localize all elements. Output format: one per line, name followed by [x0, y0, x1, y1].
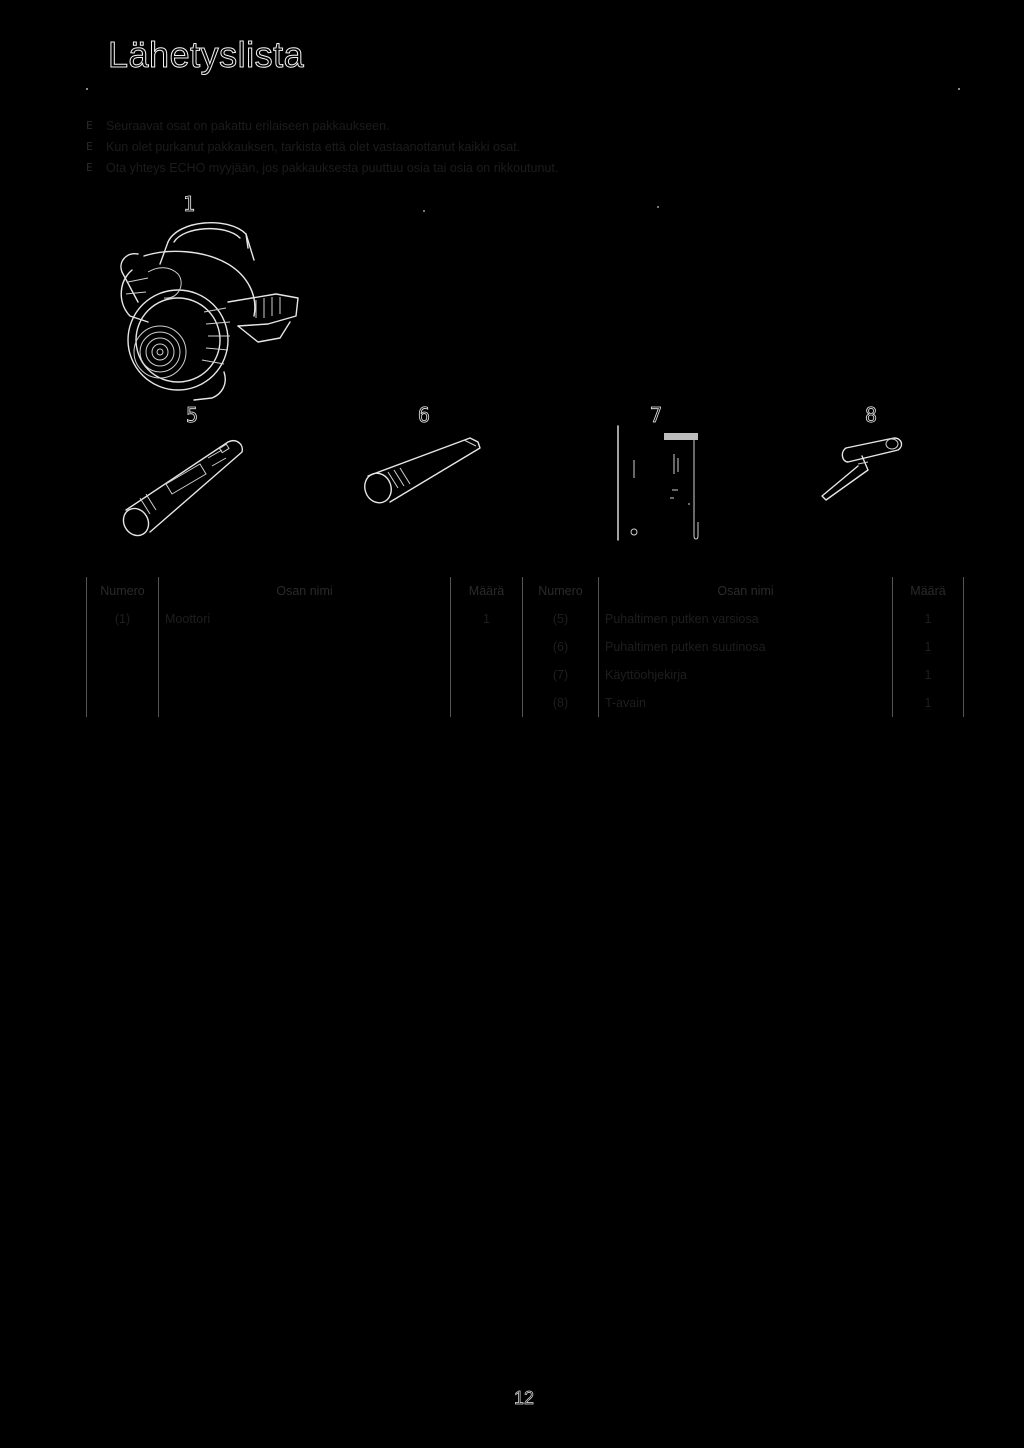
page-title: Lähetyslista — [108, 34, 305, 75]
page-number: 12 — [513, 1388, 535, 1408]
table-cell — [87, 661, 159, 689]
table-cell: (5) — [523, 605, 599, 633]
part-label-8: 8 — [865, 403, 878, 427]
table-cell: Puhaltimen putken suutinosa — [599, 633, 893, 661]
table-cell — [451, 633, 523, 661]
blower-nozzle-illustration — [360, 430, 484, 510]
table-cell: (7) — [523, 661, 599, 689]
table-cell — [87, 689, 159, 717]
part-label-6: 6 — [418, 403, 431, 427]
bullet-icon: E — [86, 140, 93, 153]
instruction-text: Seuraavat osat on pakattu erilaiseen pakkaukseen. — [106, 118, 390, 133]
table-row — [87, 605, 964, 633]
stray-mark — [423, 210, 425, 212]
blower-pipe-body-illustration — [116, 436, 256, 538]
table-cell — [451, 689, 523, 717]
table-row — [87, 633, 964, 661]
column-header: Osan nimi — [599, 577, 893, 605]
bullet-icon: E — [86, 119, 93, 132]
column-header: Numero — [87, 577, 159, 605]
t-wrench-illustration — [818, 434, 908, 504]
column-header: Osan nimi — [159, 577, 451, 605]
bullet-icon: E — [86, 161, 93, 174]
instruction-text: Ota yhteys ECHO myyjään, jos pakkauksesta puuttuu osia tai osia on rikkoutunut. — [106, 160, 559, 175]
instruction-item — [86, 157, 966, 178]
stray-mark — [657, 206, 659, 208]
parts-table — [86, 577, 964, 717]
table-header-row — [87, 577, 964, 605]
table-cell: (1) — [87, 605, 159, 633]
table-row — [87, 689, 964, 717]
table-cell: Käyttöohjekirja — [599, 661, 893, 689]
table-cell: Puhaltimen putken varsiosa — [599, 605, 893, 633]
table-cell — [87, 633, 159, 661]
table-cell — [159, 661, 451, 689]
table-row — [87, 661, 964, 689]
table-cell — [159, 689, 451, 717]
owners-manual-illustration — [612, 424, 706, 542]
column-header: Määrä — [451, 577, 523, 605]
table-cell: 1 — [893, 633, 964, 661]
engine-unit-illustration — [108, 212, 304, 402]
table-cell: 1 — [893, 689, 964, 717]
table-cell: Moottori — [159, 605, 451, 633]
table-cell: (6) — [523, 633, 599, 661]
manual-brand-logo — [664, 433, 698, 440]
title-divider — [86, 88, 960, 89]
instruction-item — [86, 115, 966, 136]
column-header: Numero — [523, 577, 599, 605]
table-cell: 1 — [451, 605, 523, 633]
table-cell — [159, 633, 451, 661]
instruction-text: Kun olet purkanut pakkauksen, tarkista että olet vastaanottanut kaikki osat. — [106, 139, 521, 154]
part-label-7: 7 — [650, 403, 663, 427]
instruction-list — [86, 115, 966, 178]
table-cell: 1 — [893, 661, 964, 689]
column-header: Määrä — [893, 577, 964, 605]
instruction-item — [86, 136, 966, 157]
table-cell: 1 — [893, 605, 964, 633]
part-label-5: 5 — [186, 403, 199, 427]
part-label-1: 1 — [183, 192, 196, 216]
table-cell: T-avain — [599, 689, 893, 717]
table-cell: (8) — [523, 689, 599, 717]
table-cell — [451, 661, 523, 689]
